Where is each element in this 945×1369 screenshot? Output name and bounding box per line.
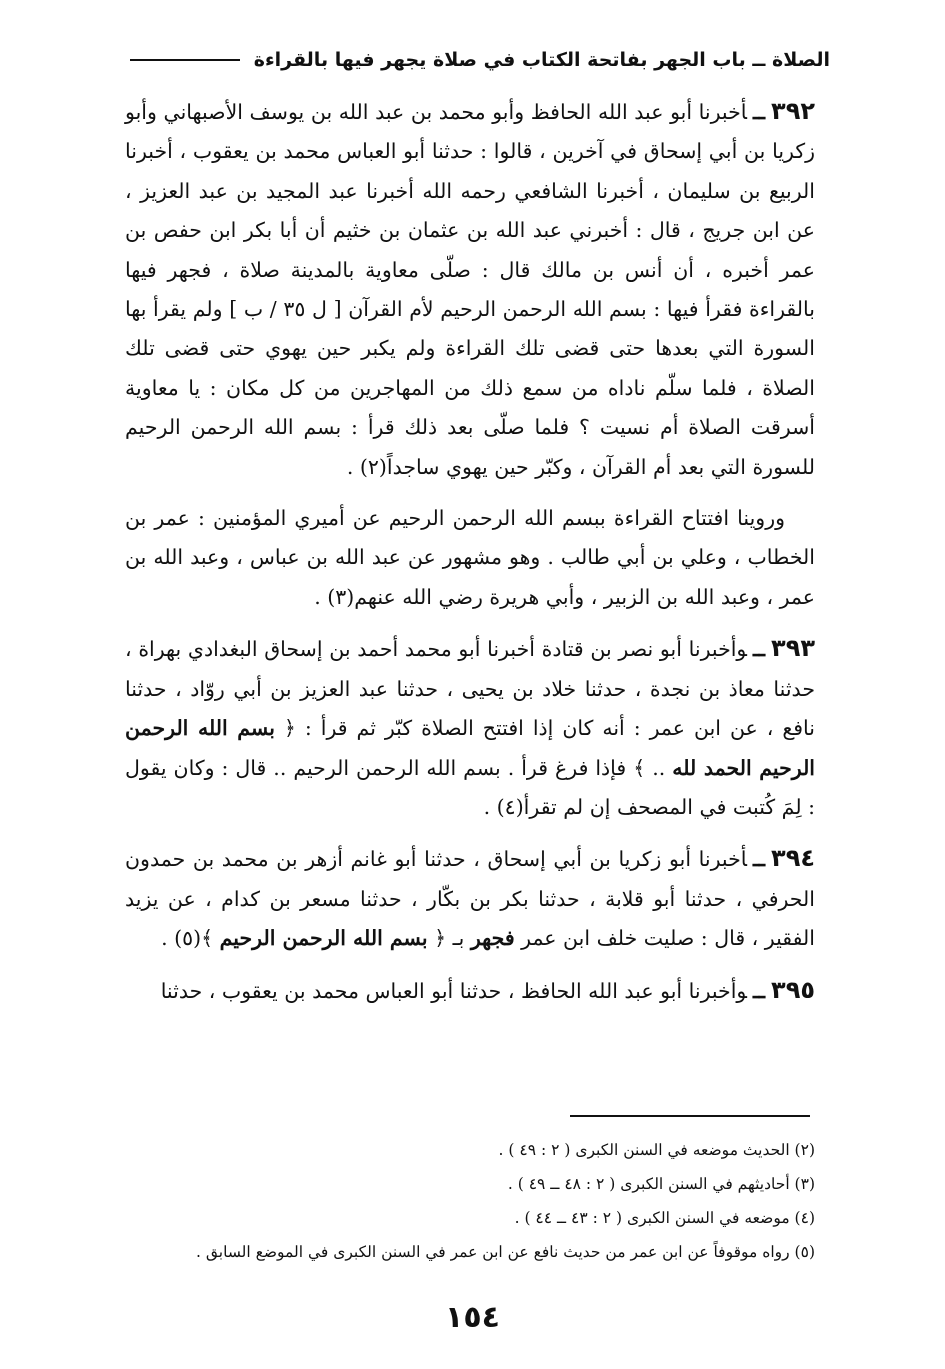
quran-text: بسم الله الرحمن الرحيم [219, 926, 428, 951]
footnote-separator [570, 1115, 810, 1117]
quran-text: فجهر [470, 926, 515, 951]
text-segment: وأخبرنا أبو نصر بن قتادة أخبرنا أبو محمد أحمد بن إسحاق البغدادي بهراة ، حدثنا معاذ بن نجدة ، حدثنا خلاد بن يحيى ، حدثنا عبد العزيز بن أبي روّاد ، حدثنا نافع ، عن ابن عمر : أنه كان إذا افتتح الصلاة كبّر ثم قرأ : ﴿ [125, 637, 816, 741]
paragraph [125, 92, 815, 487]
number-dash: ــ [753, 847, 766, 872]
hadith-number: ٣٩٤ [771, 844, 815, 873]
number-dash: ــ [753, 978, 766, 1003]
paragraph [125, 499, 815, 617]
hadith-number: ٣٩٢ [771, 97, 815, 125]
text-segment: أخبرنا أبو عبد الله الحافظ وأبو محمد بن عبد الله بن يوسف الأصبهاني وأبو زكريا بن أبي إسحاق في آخرين ، قالوا : حدثنا أبو العباس محمد بن يعقوب ، أخبرنا الربيع بن سليمان ، أخبرنا الشافعي رحمه الله أخبرنا عبد المجيد بن عبد العزيز ، عن ابن جريج ، قال : أخبرني عبد الله بن عثمان بن خثيم أن أبا بكر ابن حفص بن عمر أخبره ، أن أنس بن مالك قال : صلّى معاوية بالمدينة صلاة ، فجهر فيها بالقراءة فقرأ فيها : بسم الله الرحمن الرحيم لأم القرآن [ ل ٣٥ / ب ] ولم يقرأ بها السورة التي بعدها حتى قضى تلك القراءة ولم يكبر حين يهوي حتى قضى تلك الصلاة ، فلما سلّم ناداه من سمع ذلك من المهاجرين من كل مكان : يا معاوية أسرقت الصلاة أم نسيت ؟ فلما صلّى بعد ذلك قرأ : بسم الله الرحمن الرحيم للسورة التي بعد أم القرآن ، وكبّر حين يهوي ساجداً(٢) . [125, 100, 815, 479]
running-title: الصلاة ــ باب الجهر بفاتحة الكتاب في صلاة يجهر فيها بالقراءة [253, 49, 830, 71]
text-segment: وروينا افتتاح القراءة ببسم الله الرحمن الرحيم عن أميري المؤمنين : عمر بن الخطاب ، وعلي بن أبي طالب . وهو مشهور عن عبد الله بن عباس ، وعبد الله بن عمر ، وعبد الله بن الزبير ، وأبي هريرة رضي الله عنهم(٣) . [125, 506, 815, 609]
paragraph [125, 629, 815, 827]
footnote: (٤) موضعه في السنن الكبرى ( ٢ : ٤٣ ــ ٤٤ ) . [514, 1209, 815, 1227]
footnote: (٥) رواه موقوفاً عن ابن عمر من حديث نافع عن ابن عمر في السنن الكبرى في الموضع السابق . [196, 1243, 815, 1261]
number-dash: ــ [753, 100, 766, 124]
paragraph [125, 839, 815, 958]
text-segment: بـ ﴿ [427, 926, 471, 951]
main-text [125, 92, 815, 1023]
text-segment: أخبرنا أبو زكريا بن أبي إسحاق ، حدثنا أبو غانم أزهر بن محمد بن حمدون الحرفي ، حدثنا أبو قلابة ، حدثنا بكر بن بكّار ، حدثنا مسعر بن كدام ، عن يزيد الفقير ، قال : صليت خلف ابن عمر [125, 847, 815, 951]
text-segment: ﴾(٥) . [161, 926, 220, 951]
number-dash: ــ [753, 637, 766, 662]
text-segment: .. ﴾ فإذا فرغ قرأ . بسم الله الرحمن الرحيم .. قال : وكان يقول : لِمَ كُتبت في المصحف إن لم تقرأ(٤) . [125, 755, 815, 819]
text-segment: وأخبرنا أبو عبد الله الحافظ ، حدثنا أبو العباس محمد بن يعقوب ، حدثنا [160, 978, 748, 1003]
footnote: (٣) أحاديثهم في السنن الكبرى ( ٢ : ٤٨ ــ ٤٩ ) . [507, 1175, 815, 1193]
footnote: (٢) الحديث موضعه في السنن الكبرى ( ٢ : ٤٩ ) . [498, 1141, 815, 1159]
hadith-number: ٣٩٣ [771, 634, 815, 663]
running-header [130, 40, 830, 80]
quran-text: بسم الله الرحمن الرحيم الحمد لله [125, 716, 816, 780]
hadith-number: ٣٩٥ [771, 975, 815, 1004]
page-number: ١٥٤ [445, 1300, 500, 1335]
footnotes [125, 1133, 815, 1269]
header-rule [130, 59, 240, 61]
paragraph [125, 971, 815, 1011]
